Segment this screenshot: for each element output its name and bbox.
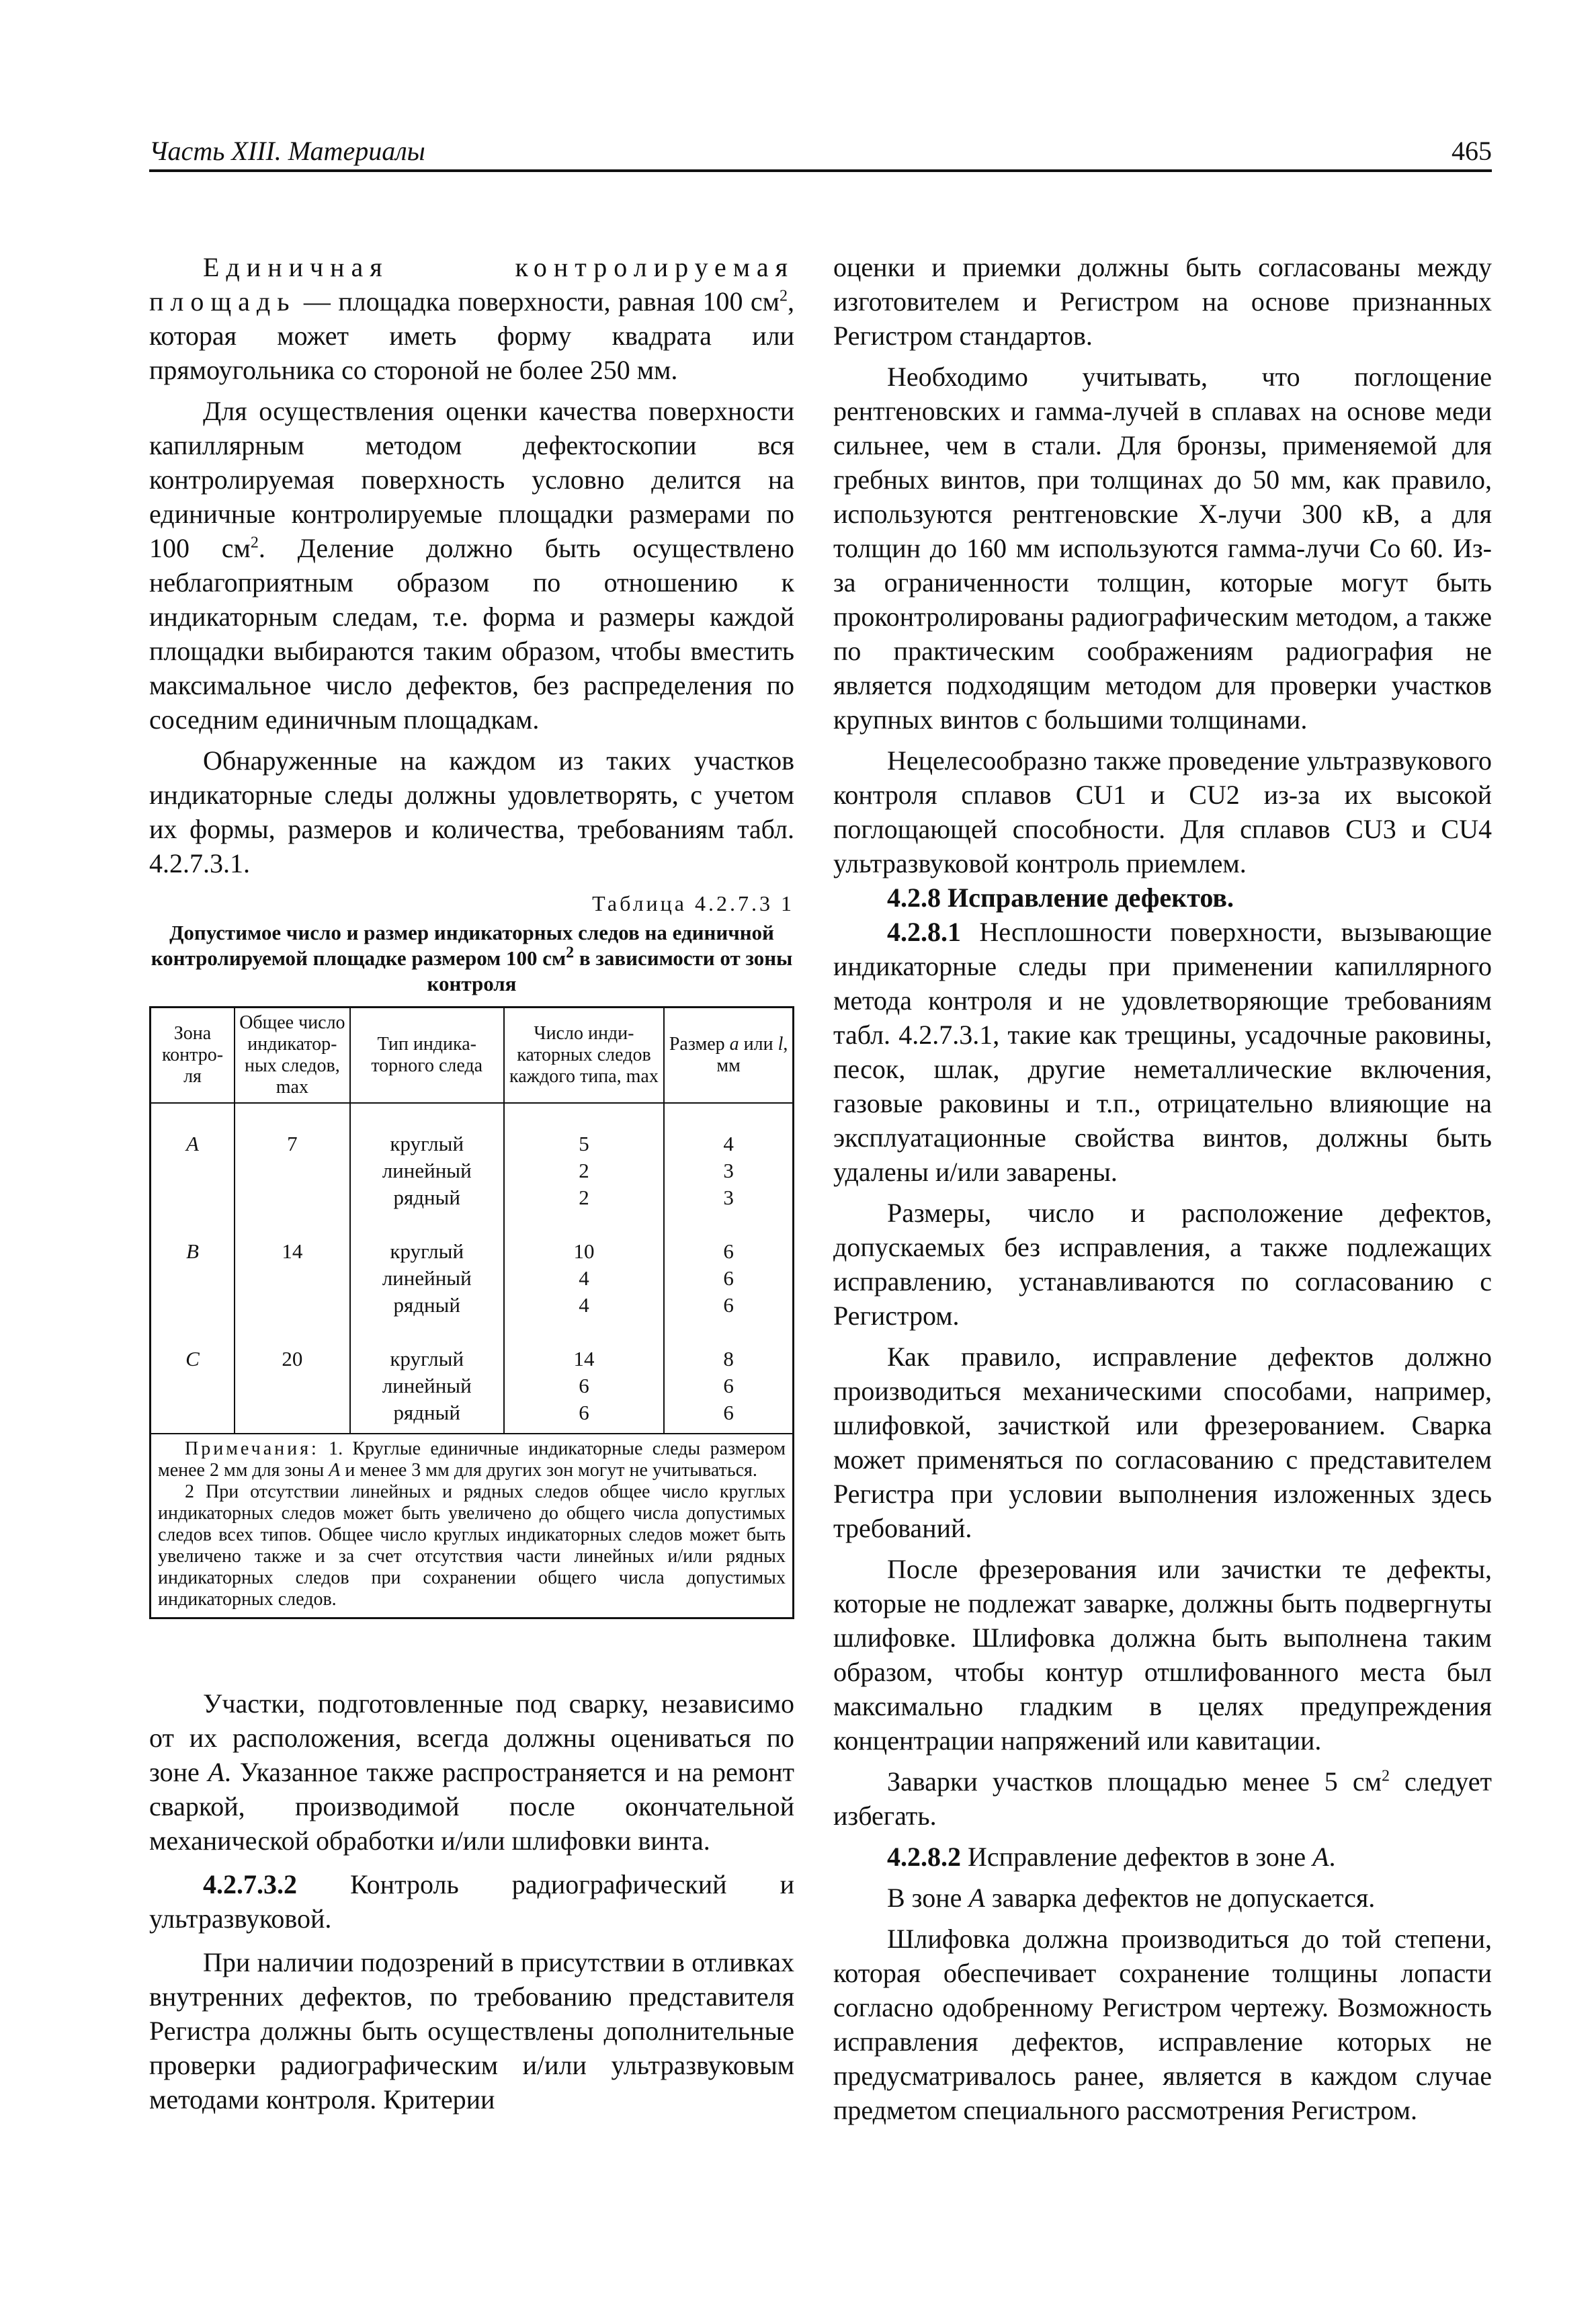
- table-row: [151, 1399, 792, 1433]
- paragraph: Заварки участков площадью менее 5 $см^2$ следует избегать.: [833, 1766, 1493, 1831]
- table-note-1: Примечания: 1. Круглые единичные индикаторные следы размером менее 2 мм для зоны А и менее 3 мм для других зон могут не учитываться.: [158, 1438, 786, 1481]
- count-cell: 4: [504, 1292, 665, 1319]
- size-cell: 8: [664, 1319, 792, 1372]
- count-cell: 6: [504, 1372, 665, 1399]
- size-cell: 4: [664, 1103, 792, 1157]
- size-cell: 3: [664, 1184, 792, 1211]
- paragraph: оценки и приемки должны быть согласованы между изготовителем и Регистром на основе признанных Регистром стандартов.: [833, 252, 1492, 351]
- count-cell: 10: [504, 1211, 665, 1265]
- paragraph: Участки, подготовленные под сварку, независимо от их расположения, всегда должны оцениваться по зоне А. Указанное также распространяется и на ремонт сваркой, производимой после окончательной механической обработки и/или шлифовки винта.: [149, 1688, 794, 1856]
- type-cell: рядный: [350, 1184, 504, 1211]
- column-header-type: Тип индика-торного следа: [350, 1008, 504, 1103]
- left-column: [149, 250, 794, 2117]
- type-cell: линейный: [350, 1265, 504, 1292]
- table-row: [151, 1265, 792, 1292]
- column-header-per-type: Число инди-каторных следов каждого типа, max: [504, 1008, 665, 1103]
- size-cell: 3: [664, 1157, 792, 1184]
- definition-paragraph: Единичная контролируемая площадь — площадка поверхности, равная 100 $см^2$, которая может иметь форму квадрата или прямоугольника со стороной не более 250 мм.: [149, 252, 794, 385]
- paragraph: 4.2.8.1 Несплошности поверхности, вызывающие индикаторные следы при применении капиллярного метода контроля и не удовлетворяющие требованиям табл. 4.2.7.3.1, такие как трещины, усадочные раковины, песок, шлак, другие неметаллические включения, газовые раковины и т.п., отрицательно влияющие на эксплуатационные свойства винтов, должны быть удалены и/или заварены.: [833, 917, 1492, 1187]
- paragraph: Для осуществления оценки качества поверхности капиллярным методом дефектоскопии вся контролируемая поверхность условно делится на единичные контролируемые площадки размерами по 100 $см^2$. Деление должно быть осуществлено неблагоприятным образом по отношению к индикаторным следам, т.е. форма и размеры каждой площадки выбираются таким образом, чтобы вместить максимальное число дефектов, без распределения по соседним единичным площадкам.: [149, 396, 794, 735]
- defined-term: Единичная контролируемая площадь: [149, 252, 794, 317]
- size-cell: 6: [664, 1372, 792, 1399]
- count-cell: 2: [504, 1157, 665, 1184]
- table-row: [151, 1292, 792, 1319]
- total-cell: 7: [235, 1103, 350, 1157]
- zone-cell: A: [186, 1132, 199, 1155]
- size-cell: 6: [664, 1399, 792, 1433]
- paragraph: При наличии подозрений в присутствии в отливках внутренних дефектов, по требованию представителя Регистра должны быть осуществлены дополнительные проверки радиографическим и/или ультразвуковым методами контроля. Критерии: [149, 1947, 794, 2115]
- size-cell: 6: [664, 1292, 792, 1319]
- paragraph: Необходимо учитывать, что поглощение рентгеновских и гамма-лучей в сплавах на основе меди сильнее, чем в стали. Для бронзы, применяемой для гребных винтов, при толщинах до 50 мм, как правило, используются рентгеновские Х-лучи 300 кВ, а для толщин до 160 мм используются гамма-лучи Co 60. Из-за ограниченности толщин, которые могут быть проконтролированы радиографическим методом, а также по практическим соображениям радиография не является подходящим методом для проверки участков крупных винтов с большими толщинами.: [833, 362, 1492, 735]
- defects-table: [151, 1008, 792, 1433]
- type-cell: круглый: [350, 1211, 504, 1265]
- header-rule: [149, 169, 1492, 172]
- count-cell: 2: [504, 1184, 665, 1211]
- zone-cell: C: [185, 1347, 200, 1370]
- table-row: [151, 1319, 792, 1372]
- running-header: [149, 132, 1492, 172]
- table-row: [151, 1103, 792, 1157]
- size-cell: 6: [664, 1265, 792, 1292]
- type-cell: линейный: [350, 1157, 504, 1184]
- paragraph: Как правило, исправление дефектов должно производиться механическими способами, например, шлифовкой, зачисткой или фрезерованием. Сварка может применяться по согласованию с представителем Регистра при условии выполнения изложенных здесь требований.: [833, 1342, 1492, 1543]
- type-cell: круглый: [350, 1319, 504, 1372]
- header-title: Часть XIII. Материалы: [149, 136, 425, 166]
- column-header-size: Размер a или l, мм: [664, 1008, 792, 1103]
- table-title: Допустимое число и размер индикаторных следов на единичной контролируемой площадке размером 100 $см^2$ в зависимости от зоны контроля: [151, 921, 793, 995]
- type-cell: линейный: [350, 1372, 504, 1399]
- paragraph: Обнаруженные на каждом из таких участков индикаторные следы должны удовлетворять, с учетом их формы, размеров и количества, требованиям табл. 4.2.7.3.1.: [149, 745, 794, 878]
- count-cell: 5: [504, 1103, 665, 1157]
- table-notes: [151, 1433, 792, 1617]
- count-cell: 4: [504, 1265, 665, 1292]
- table-header-row: [151, 1008, 792, 1103]
- table-label: Таблица 4.2.7.3 1: [592, 891, 794, 915]
- section-heading-4-2-7-3-2: 4.2.7.3.2 Контроль радиографический и ультразвуковой.: [149, 1869, 794, 1934]
- table-row: [151, 1157, 792, 1184]
- column-header-zone: Зона контро-ля: [151, 1008, 235, 1103]
- table-row: [151, 1372, 792, 1399]
- count-cell: 14: [504, 1319, 665, 1372]
- size-cell: 6: [664, 1211, 792, 1265]
- type-cell: круглый: [350, 1103, 504, 1157]
- column-header-total: Общее число индикатор-ных следов, max: [235, 1008, 350, 1103]
- paragraph: Размеры, число и расположение дефектов, допускаемых без исправления, а также подлежащих исправлению, устанавливаются по согласованию с Регистром.: [833, 1198, 1492, 1331]
- paragraph: Шлифовка должна производиться до той степени, которая обеспечивает сохранение толщины лопасти согласно одобренному Регистром чертежу. Возможность исправления дефектов, исправление которых не предусматривалось ранее, является в каждом случае предметом специального рассмотрения Регистром.: [833, 1924, 1492, 2125]
- paragraph: После фрезерования или зачистки те дефекты, которые не подлежат заварке, должны быть подвергнуты шлифовке. Шлифовка должна быть выполнена таким образом, чтобы контур отшлифованного места был максимально гладким в целях предупреждения концентрации напряжений или кавитации.: [833, 1554, 1492, 1756]
- table-row: [151, 1184, 792, 1211]
- table-row: [151, 1211, 792, 1265]
- section-heading-4-2-8-2: 4.2.8.2 Исправление дефектов в зоне А.: [887, 1842, 1336, 1872]
- section-heading-4-2-8: 4.2.8 Исправление дефектов.: [887, 883, 1234, 913]
- total-cell: 14: [235, 1211, 350, 1265]
- type-cell: рядный: [350, 1292, 504, 1319]
- total-cell: 20: [235, 1319, 350, 1372]
- zone-cell: B: [186, 1239, 199, 1263]
- paragraph: Нецелесообразно также проведение ультразвукового контроля сплавов CU1 и CU2 из-за их высокой поглощающей способности. Для сплавов CU3 и CU4 ультразвуковой контроль приемлем.: [833, 745, 1492, 878]
- paragraph: В зоне А заварка дефектов не допускается.: [887, 1883, 1376, 1913]
- page-number: 465: [1452, 136, 1492, 166]
- right-column: [833, 250, 1492, 2127]
- type-cell: рядный: [350, 1399, 504, 1433]
- defects-table-box: [149, 1006, 794, 1619]
- count-cell: 6: [504, 1399, 665, 1433]
- table-note-2: 2 При отсутствии линейных и рядных следов общее число круглых индикаторных следов может быть увеличено до общего числа допустимых следов всех типов. Общее число круглых индикаторных следов может быть увеличено также и за счет отсутствия части линейных и/или рядных индикаторных следов при сохранении общего числа допустимых индикаторных следов.: [158, 1481, 786, 1610]
